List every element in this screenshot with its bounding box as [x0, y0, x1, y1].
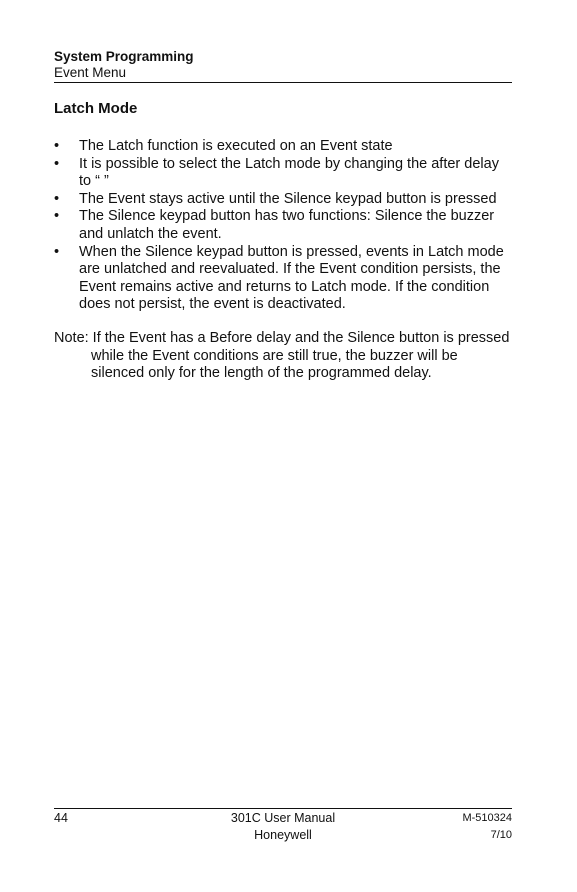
bullet-icon: • [54, 208, 60, 225]
subsection-title: Event Menu [54, 65, 127, 80]
revision-date: 7/10 [490, 829, 512, 841]
bullet-item [54, 208, 514, 243]
footer-divider [54, 808, 512, 809]
bullet-text: When the Silence keypad button is pressed, events in Latch mode are unlatched and reevaluated. If the Event condition persists, the Event remains active and returns to Latch mode. If the condition does not persist, the event is deactivated. [79, 243, 504, 313]
page-number: 44 [54, 811, 68, 825]
bullet-text: It is possible to select the Latch mode by changing the after delay to “ ” [79, 155, 499, 190]
bullet-text: The Latch function is executed on an Event state [79, 138, 393, 154]
bullet-item [54, 156, 514, 191]
bullet-item [54, 191, 514, 209]
bullet-text: The Silence keypad button has two functions: Silence the buzzer and unlatch the event. [79, 208, 495, 242]
footer-center [54, 810, 512, 844]
bullet-item [54, 138, 514, 156]
bullet-icon: • [54, 138, 60, 154]
bullet-icon: • [54, 155, 60, 172]
note-continuation: while the Event conditions are still true, the buzzer will be silenced only for the length of the programmed delay. [91, 347, 458, 382]
section-title: System Programming [54, 49, 194, 64]
manual-title: 301C User Manual [230, 811, 336, 825]
note-first-line: Note: If the Event has a Before delay and the Silence button is pressed [54, 330, 510, 346]
bullet-list [54, 138, 514, 314]
note [54, 330, 514, 383]
bullet-item [54, 244, 514, 314]
bullet-icon: • [54, 190, 60, 207]
company-name: Honeywell [254, 828, 312, 842]
bullet-text: The Event stays active until the Silence keypad button is pressed [79, 190, 497, 207]
bullet-icon: • [54, 243, 60, 260]
page-heading: Latch Mode [54, 100, 138, 117]
footer-right [462, 810, 512, 844]
document-number: M-510324 [462, 812, 512, 824]
header-divider [54, 82, 512, 83]
page-header [54, 49, 512, 81]
